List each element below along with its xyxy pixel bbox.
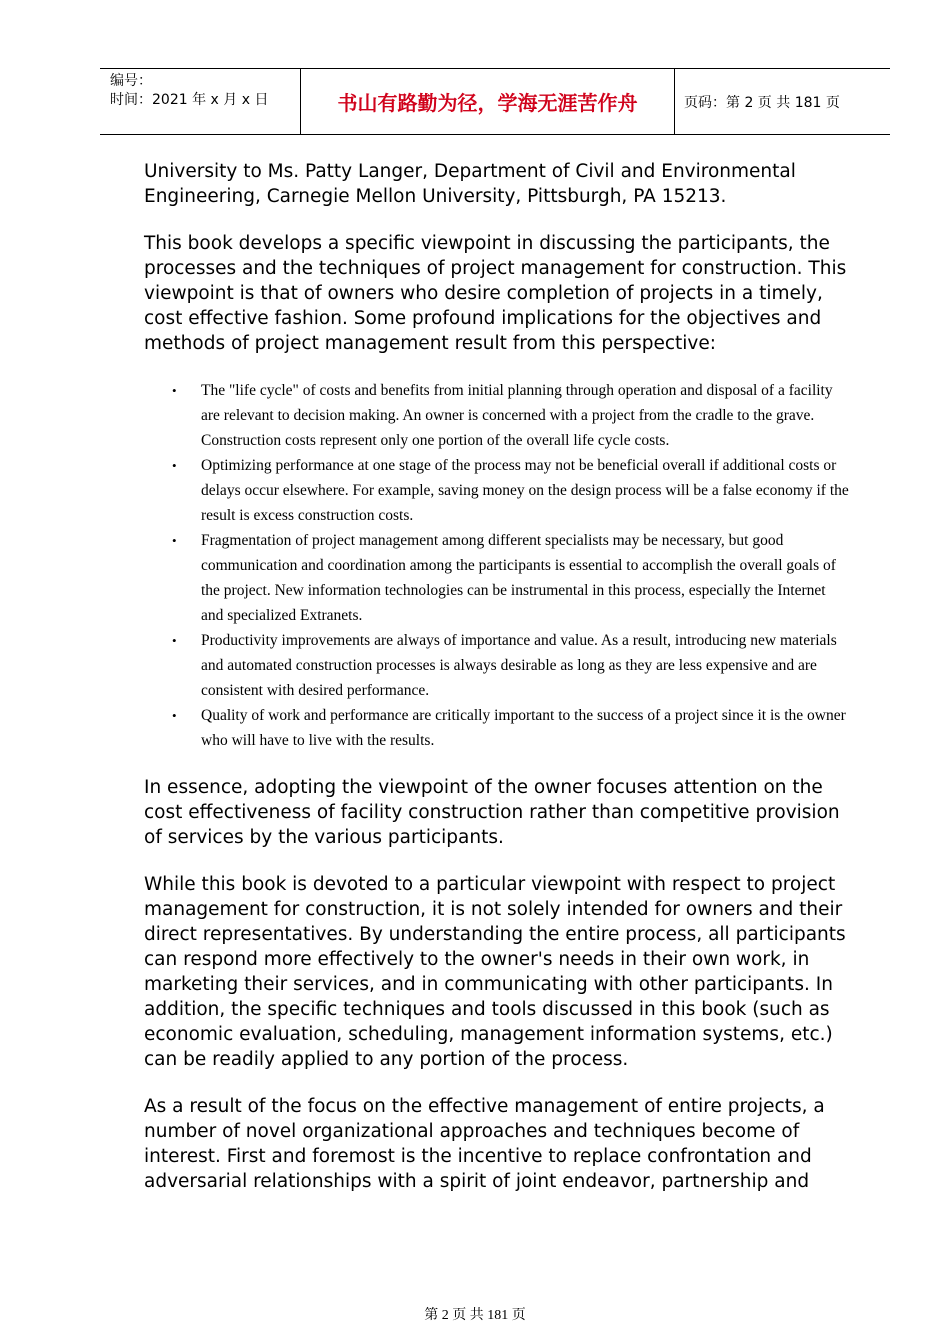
time-label: 时间：2021 年 x 月 x 日 <box>110 92 269 108</box>
list-item <box>144 528 854 628</box>
list-item-text: The "life cycle" of costs and benefits from initial planning through operation and disposal of a facility are relevant to decision making. An owner is concerned with a project from the cradle to the grave. Construction costs represent only one portion of the overall life cycle costs. <box>201 382 833 449</box>
list-item <box>144 378 854 453</box>
document-body <box>144 159 854 1216</box>
list-item <box>144 453 854 528</box>
page-header <box>100 68 890 135</box>
bullet-icon: • <box>172 458 177 473</box>
number-label: 编号： <box>110 73 152 89</box>
paragraph: This book develops a specific viewpoint in discussing the participants, the processes and the techniques of project management for construction. This viewpoint is that of owners who desire completion of projects in a timely, cost effective fashion. Some profound implications for the objectives and methods of project management result from this perspective: <box>144 233 847 354</box>
list-item-text: Quality of work and performance are critically important to the success of a project since it is the owner who will have to live with the results. <box>201 707 846 749</box>
list-item <box>144 628 854 703</box>
list-item-text: Productivity improvements are always of importance and value. As a result, introducing new materials and automated construction processes is always desirable as long as they are less expensive and are consistent with desired performance. <box>201 632 837 699</box>
bullet-list <box>144 378 854 753</box>
paragraph: University to Ms. Patty Langer, Department of Civil and Environmental Engineering, Carnegie Mellon University, Pittsburgh, PA 15213. <box>144 161 796 207</box>
page-footer: 第 2 页 共 181 页 <box>424 1308 526 1323</box>
header-motto: 书山有路勤为径，学海无涯苦作舟 <box>301 69 675 134</box>
header-page-info: 页码：第 2 页 共 181 页 <box>684 94 840 111</box>
bullet-icon: • <box>172 708 177 723</box>
paragraph: In essence, adopting the viewpoint of the owner focuses attention on the cost effectiveness of facility construction rather than competitive provision of services by the various participants. <box>144 777 840 848</box>
list-item <box>144 703 854 753</box>
paragraph: While this book is devoted to a particular viewpoint with respect to project management for construction, it is not solely intended for owners and their direct representatives. By understanding the entire process, all participants can respond more effectively to the owner's needs in their own work, in marketing their services, and in communicating with other participants. In addition, the specific techniques and tools discussed in this book (such as economic evaluation, scheduling, management information systems, etc.) can be readily applied to any portion of the process. <box>144 874 846 1070</box>
bullet-icon: • <box>172 383 177 398</box>
paragraph: As a result of the focus on the effective management of entire projects, a number of novel organizational approaches and techniques become of interest. First and foremost is the incentive to replace confrontation and adversarial relationships with a spirit of joint endeavor, partnership and <box>144 1096 825 1192</box>
header-meta <box>100 69 301 134</box>
list-item-text: Fragmentation of project management among different specialists may be necessary, but good communication and coordination among the participants is essential to accomplish the overall goals of the project. New information technologies can be instrumental in this process, especially the Internet and specialized Extranets. <box>201 532 836 624</box>
bullet-icon: • <box>172 533 177 548</box>
list-item-text: Optimizing performance at one stage of the process may not be beneficial overall if additional costs or delays occur elsewhere. For example, saving money on the design process will be a false economy if the result is excess construction costs. <box>201 457 849 524</box>
bullet-icon: • <box>172 633 177 648</box>
